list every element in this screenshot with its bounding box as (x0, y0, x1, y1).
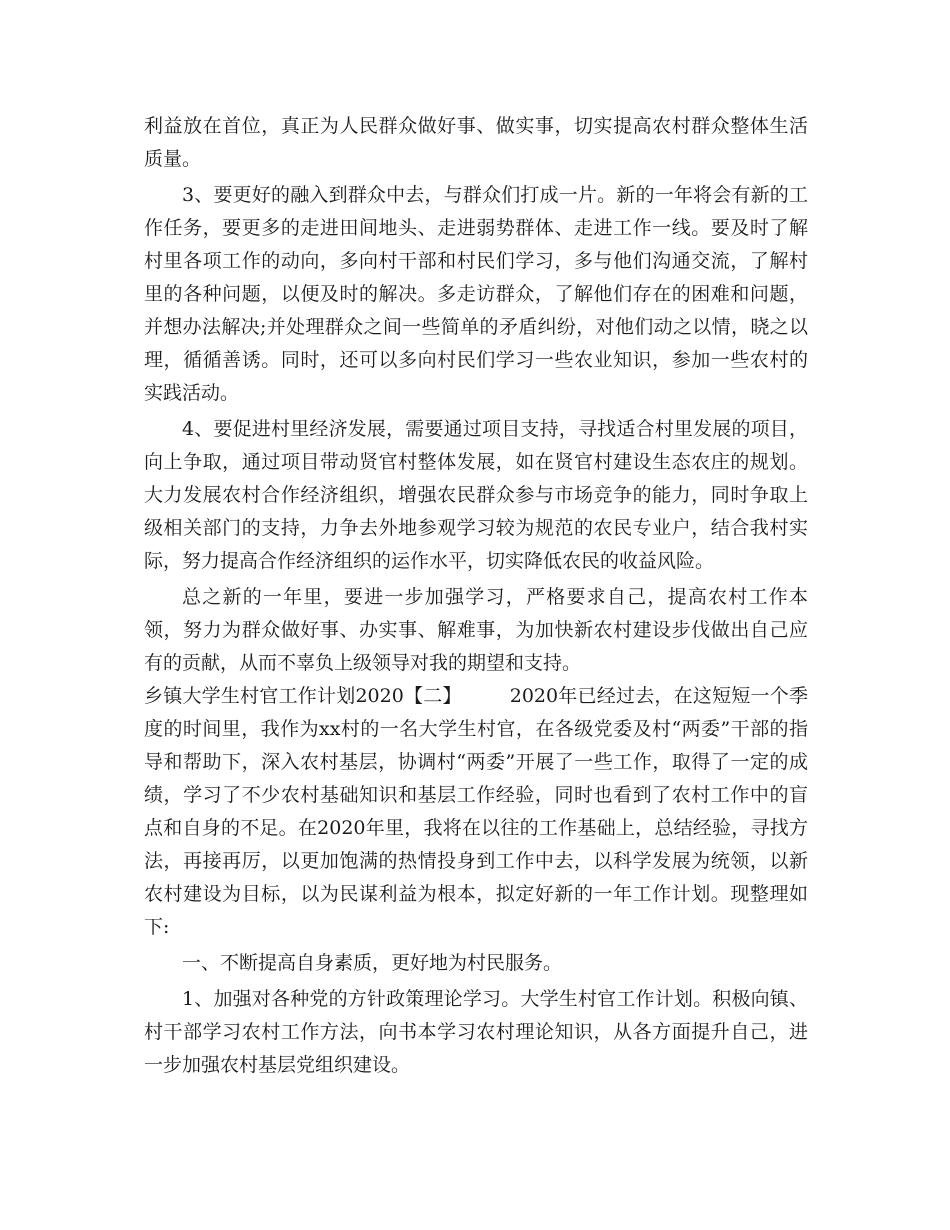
section-paragraph (144, 680, 808, 944)
subheading: 一、不断提高自身素质，更好地为村民服务。 (182, 952, 563, 974)
paragraph-item-4: 4、要促进村里经济发展，需要通过项目支持，寻找适合村里发展的项目，向上争取，通过项目带动贤官村整体发展，如在贤官村建设生态农庄的规划。大力发展农村合作经济组织，增强农民群众参与市场竞争的能力，同时争取上级相关部门的支持，力争去外地参观学习较为规范的农民专业户，结合我村实际，努力提高合作经济组织的运作水平，切实降低农民的收益风险。 (144, 418, 808, 572)
section-intro: 2020年已经过去，在这短短一个季度的时间里，我作为xx村的一名大学生村官，在各级党委及村“两委”干部的指导和帮助下，深入农村基层，协调村“两委”开展了一些工作，取得了一定的成绩，学习了不少农村基础知识和基层工作经验，同时也看到了农村工作中的盲点和自身的不足。在2020年里，我将在以往的工作基础上，总结经验，寻找方法，再接再厉，以更加饱满的热情投身到工作中去，以科学发展为统领，以新农村建设为目标，以为民谋利益为根本，拟定好新的一年工作计划。现整理如下: (144, 685, 809, 938)
paragraph-item-1: 1、加强对各种党的方针政策理论学习。大学生村官工作计划。积极向镇、村干部学习农村工作方法，向书本学习农村理论知识，从各方面提升自己，进一步加强农村基层党组织建设。 (144, 988, 808, 1076)
section-heading: 乡镇大学生村官工作计划2020【二】 (144, 685, 462, 707)
document-body (144, 110, 808, 1082)
paragraph-item-3: 3、要更好的融入到群众中去，与群众们打成一片。新的一年将会有新的工作任务，要更多的走进田间地头、走进弱势群体、走进工作一线。要及时了解村里各项工作的动向，多向村干部和村民们学习，多与他们沟通交流，了解村里的各种问题，以便及时的解决。多走访群众，了解他们存在的困难和问题，并想办法解决;并处理群众之间一些简单的矛盾纠纷，对他们动之以情，晓之以理，循循善诱。同时，还可以多向村民们学习一些农业知识，参加一些农村的实践活动。 (144, 184, 808, 404)
paragraph-conclusion: 总之新的一年里，要进一步加强学习，严格要求自己，提高农村工作本领，努力为群众做好事、办实事、解难事，为加快新农村建设步伐做出自己应有的贡献，从而不辜负上级领导对我的期望和支持。 (144, 586, 808, 674)
paragraph-continuation: 利益放在首位，真正为人民群众做好事、做实事，切实提高农村群众整体生活质量。 (144, 115, 808, 170)
